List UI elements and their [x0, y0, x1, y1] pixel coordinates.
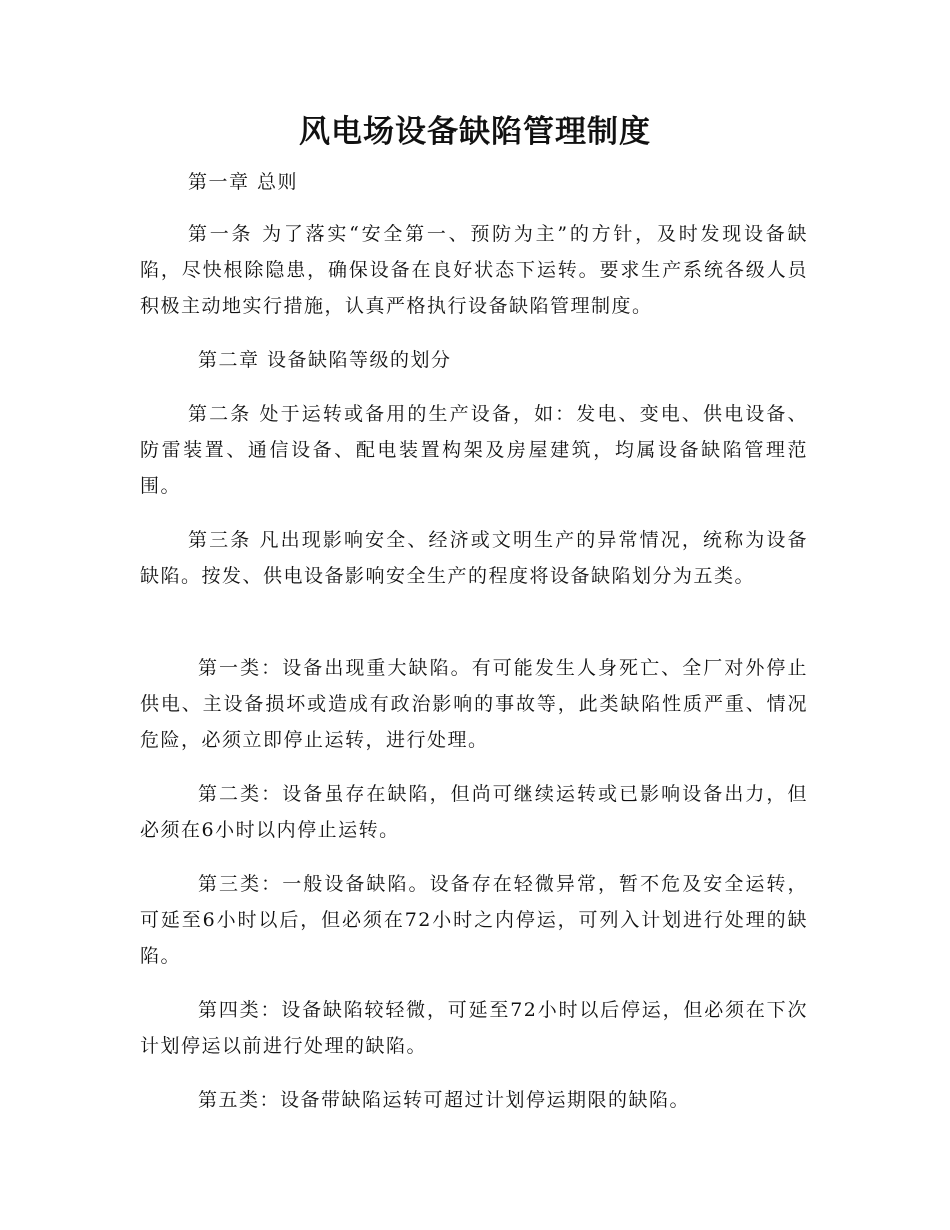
article-3: 第三条 凡出现影响安全、经济或文明生产的异常情况，统称为设备缺陷。按发、供电设备影响安全生产的程度将设备缺陷划分为五类。 — [140, 529, 808, 587]
defect-class-5: 第五类：设备带缺陷运转可超过计划停运期限的缺陷。 — [198, 1089, 691, 1111]
chapter-2-heading: 第二章 设备缺陷等级的划分 — [198, 349, 452, 371]
document-title: 风电场设备缺陷管理制度 — [299, 114, 651, 150]
article-1: 第一条 为了落实“安全第一、预防为主”的方针，及时发现设备缺陷，尽快根除隐患，确保设备在良好状态下运转。要求生产系统各级人员积极主动地实行措施，认真严格执行设备缺陷管理制度。 — [140, 223, 808, 317]
defect-class-2: 第二类：设备虽存在缺陷，但尚可继续运转或已影响设备出力，但必须在6小时以内停止运转。 — [140, 783, 808, 841]
defect-class-4: 第四类：设备缺陷较轻微，可延至72小时以后停运，但必须在下次计划停运以前进行处理的缺陷。 — [140, 999, 808, 1057]
article-2: 第二条 处于运转或备用的生产设备，如：发电、变电、供电设备、防雷装置、通信设备、配电装置构架及房屋建筑，均属设备缺陷管理范围。 — [140, 403, 808, 497]
defect-class-1: 第一类：设备出现重大缺陷。有可能发生人身死亡、全厂对外停止供电、主设备损坏或造成有政治影响的事故等，此类缺陷性质严重、情况危险，必须立即停止运转，进行处理。 — [140, 657, 808, 751]
defect-class-3: 第三类：一般设备缺陷。设备存在轻微异常，暂不危及安全运转，可延至6小时以后，但必须在72小时之内停运，可列入计划进行处理的缺陷。 — [140, 873, 808, 967]
chapter-1-heading: 第一章 总则 — [188, 171, 299, 193]
